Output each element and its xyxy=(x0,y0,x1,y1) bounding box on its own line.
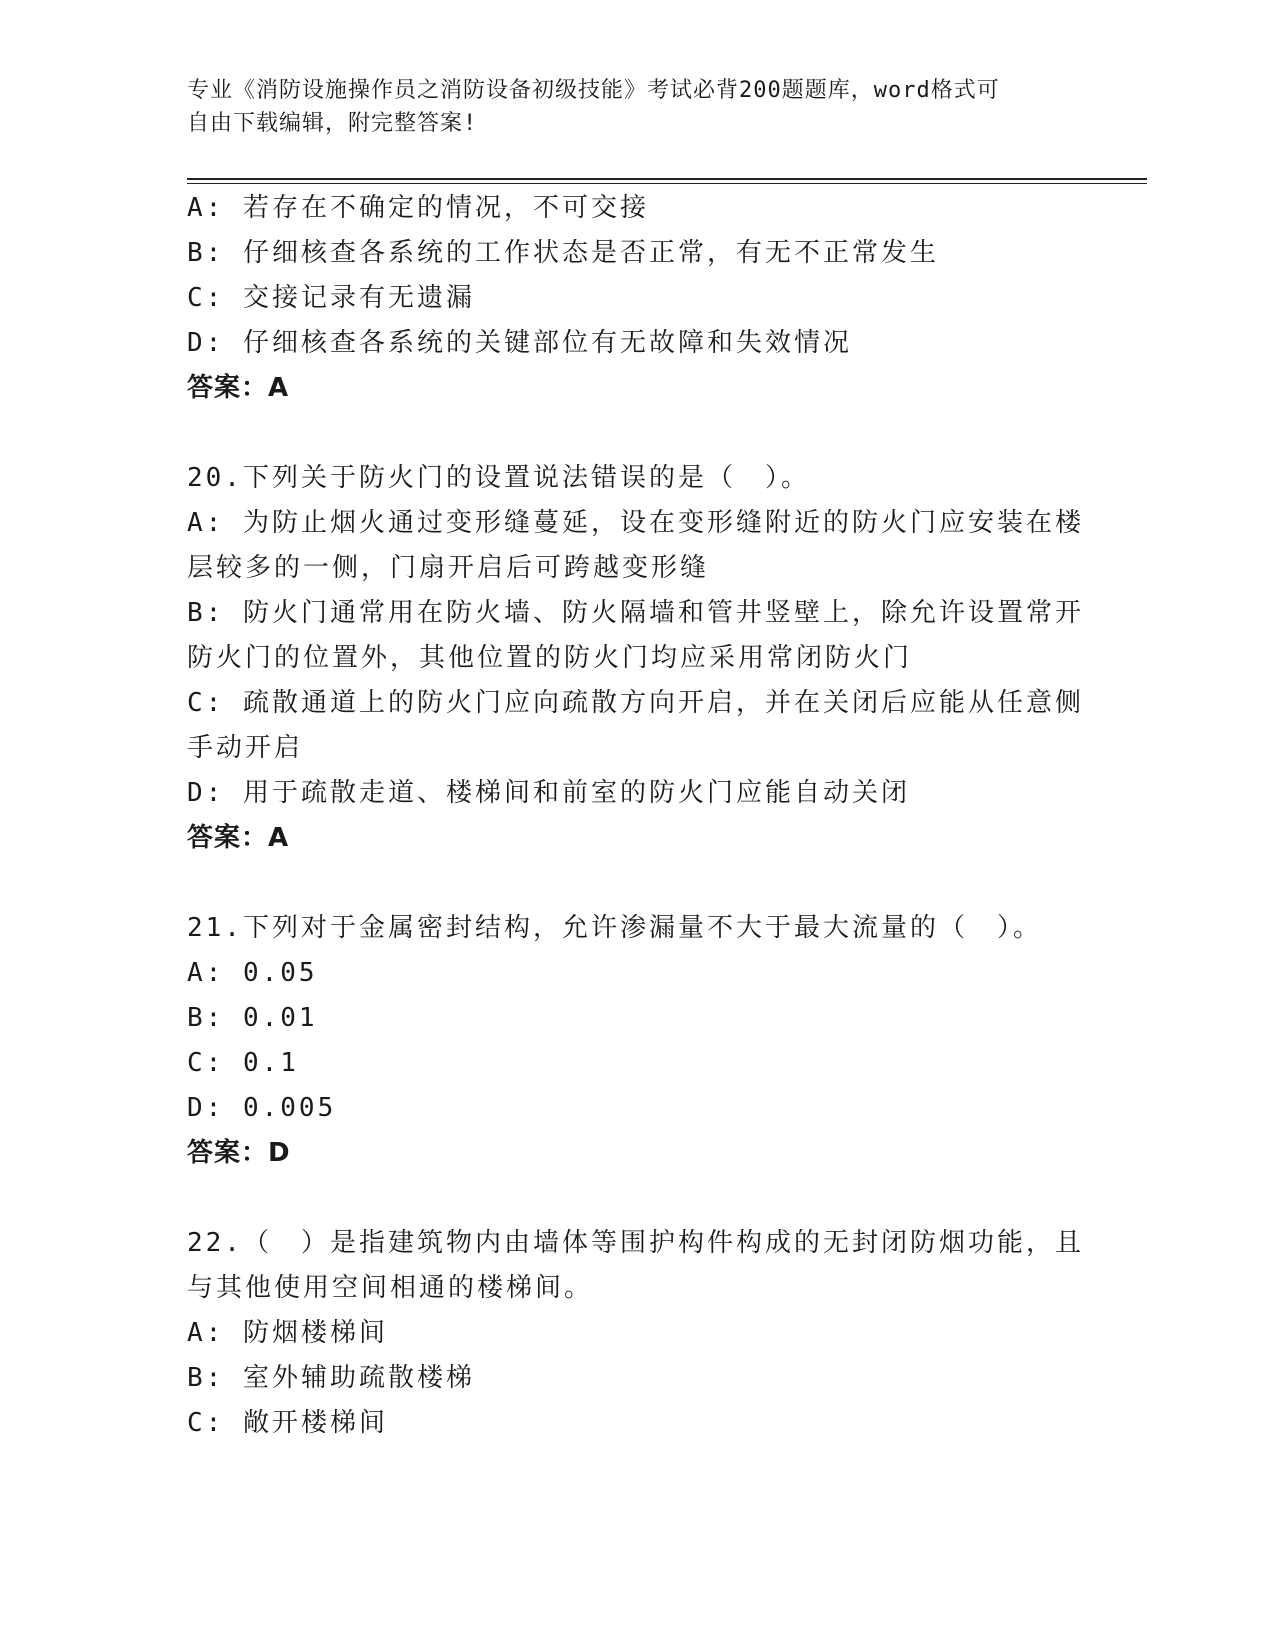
spacer xyxy=(187,1176,1067,1221)
option-a: A: 0.05 xyxy=(187,958,318,988)
option-a-line-1: A: 为防止烟火通过变形缝蔓延，设在变形缝附近的防火门应安装在楼 xyxy=(187,508,1084,538)
option-d: D: 0.005 xyxy=(187,1093,337,1123)
option-a: A: 防烟楼梯间 xyxy=(187,1318,388,1348)
option-b: B: 室外辅助疏散楼梯 xyxy=(187,1363,475,1393)
option-d: D: 用于疏散走道、楼梯间和前室的防火门应能自动关闭 xyxy=(187,778,910,808)
page-header xyxy=(187,74,1067,140)
option-c-line-1: C: 疏散通道上的防火门应向疏散方向开启，并在关闭后应能从任意侧 xyxy=(187,688,1084,718)
question-block-21 xyxy=(187,906,1067,1176)
option-c: C: 0.1 xyxy=(187,1048,299,1078)
question-block-22 xyxy=(187,1221,1084,1446)
spacer xyxy=(187,861,1067,906)
option-a-line-2: 层较多的一侧，门扇开启后可跨越变形缝 xyxy=(187,553,710,583)
option-b-line-2: 防火门的位置外，其他位置的防火门均应采用常闭防火门 xyxy=(187,643,913,673)
answer: 答案：A xyxy=(187,373,290,403)
header-line-2: 自由下载编辑，附完整答案! xyxy=(187,111,478,136)
option-c: C: 敞开楼梯间 xyxy=(187,1408,388,1438)
option-b: B: 0.01 xyxy=(187,1003,318,1033)
answer: 答案：D xyxy=(187,1138,291,1168)
option-b: B: 仔细核查各系统的工作状态是否正常，有无不正常发生 xyxy=(187,238,939,268)
header-line-1: 专业《消防设施操作员之消防设备初级技能》考试必背200题题库，word格式可 xyxy=(187,78,1000,103)
option-a: A: 若存在不确定的情况，不可交接 xyxy=(187,193,649,223)
spacer xyxy=(187,411,1067,456)
question-block-19 xyxy=(187,186,1067,411)
question-text: 20.下列关于防火门的设置说法错误的是（ ）。 xyxy=(187,463,810,493)
option-c: C: 交接记录有无遗漏 xyxy=(187,283,475,313)
header-divider-thick xyxy=(187,178,1147,180)
question-text-line-2: 与其他使用空间相通的楼梯间。 xyxy=(187,1273,594,1303)
option-c-line-2: 手动开启 xyxy=(187,733,304,763)
question-block-20 xyxy=(187,456,1084,861)
option-d: D: 仔细核查各系统的关键部位有无故障和失效情况 xyxy=(187,328,852,358)
header-divider-thin xyxy=(187,183,1147,184)
question-text-line-1: 22.（ ）是指建筑物内由墙体等围护构件构成的无封闭防烟功能，且 xyxy=(187,1228,1084,1258)
answer: 答案：A xyxy=(187,823,290,853)
question-text: 21.下列对于金属密封结构，允许渗漏量不大于最大流量的（ ）。 xyxy=(187,913,1042,943)
question-content xyxy=(187,186,1084,1446)
option-b-line-1: B: 防火门通常用在防火墙、防火隔墙和管井竖壁上，除允许设置常开 xyxy=(187,598,1084,628)
